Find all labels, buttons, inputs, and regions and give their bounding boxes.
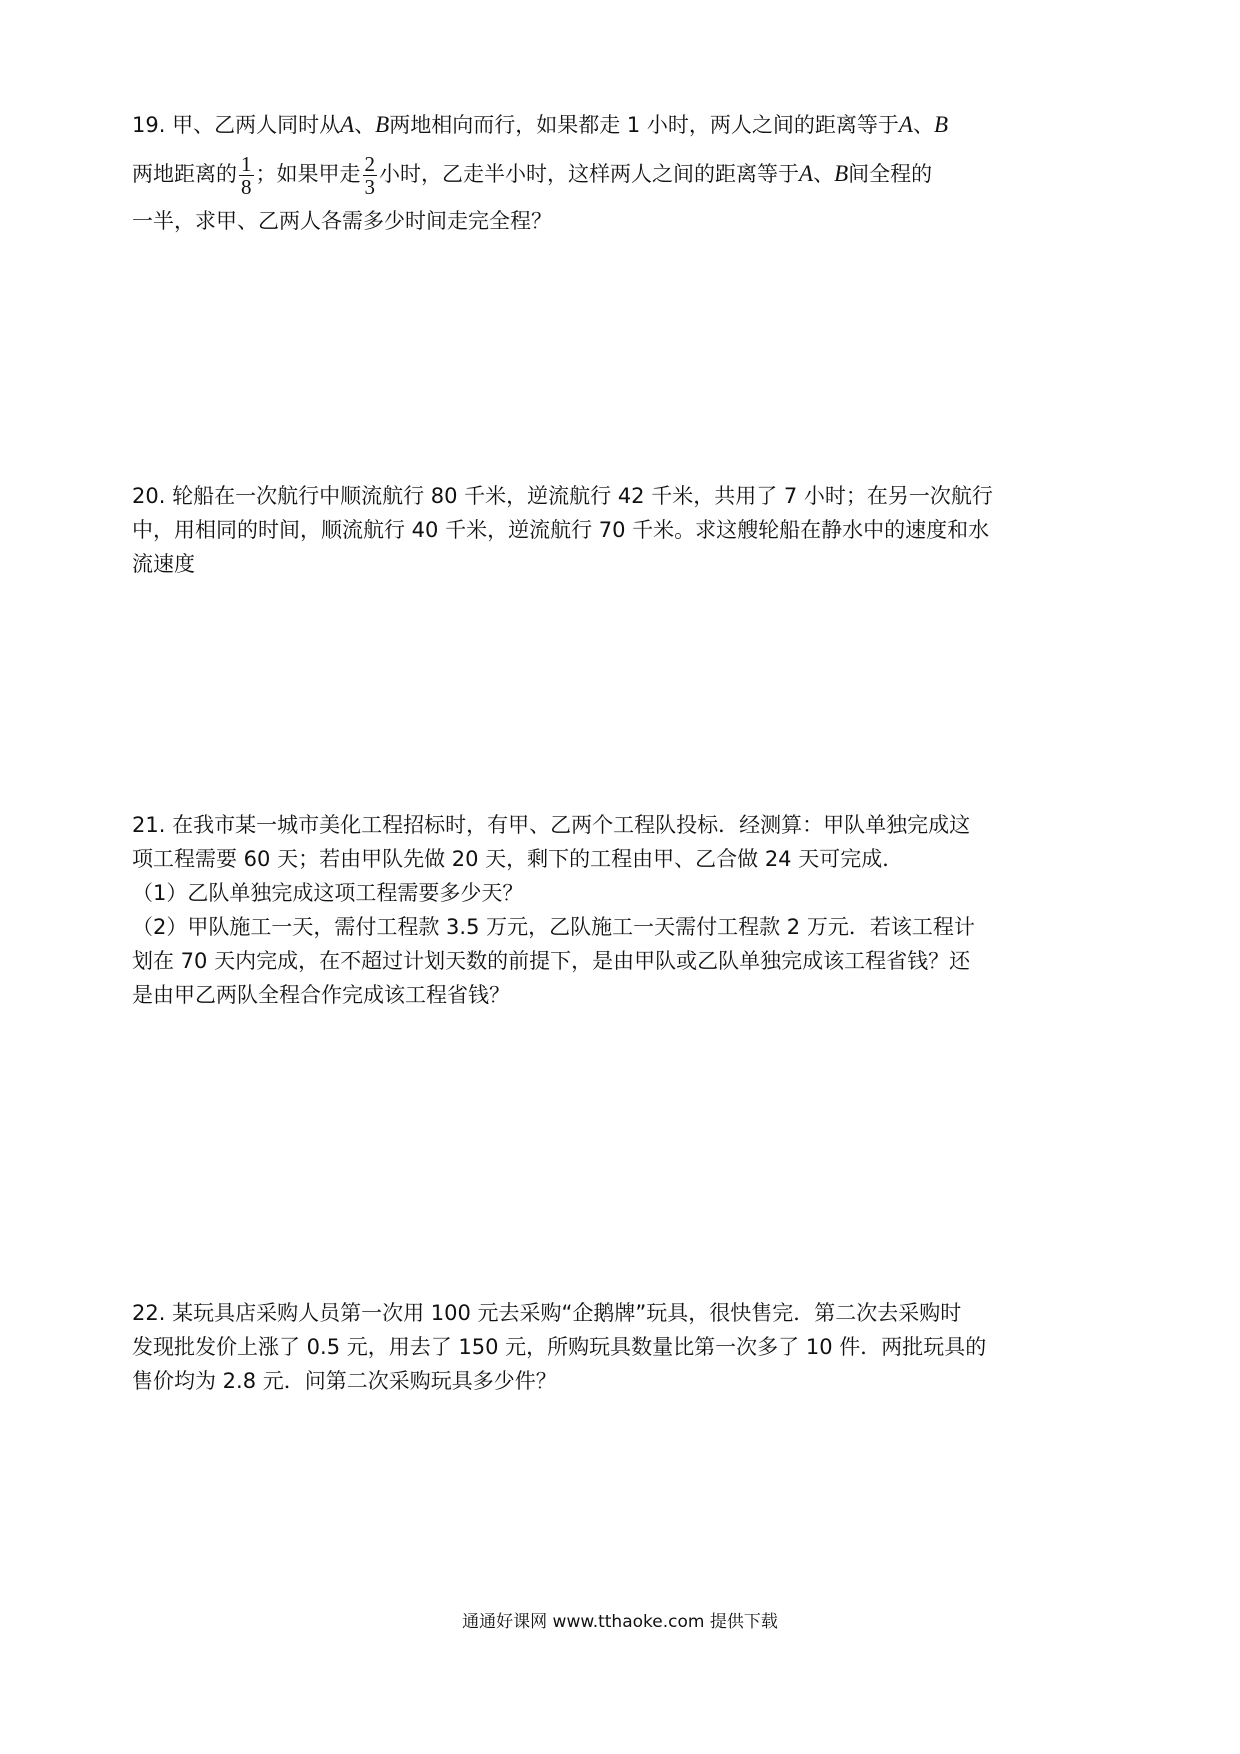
question-22	[132, 1296, 1012, 1398]
page-footer: 通通好课网 www.tthaoke.com 提供下载	[462, 1612, 778, 1632]
fraction-two-thirds: $\frac{2}{3}$	[364, 151, 375, 199]
question-19	[132, 108, 1012, 238]
q21-sub-question-2-line-2: 划在 70 天内完成，在不超过计划天数的前提下，是由甲队或乙队单独完成该工程省钱？还	[132, 949, 971, 973]
q21-sub-question-2-line-3: 是由甲乙两队全程合作完成该工程省钱？	[132, 983, 510, 1007]
question-20	[132, 479, 1012, 581]
question-21	[132, 808, 1012, 1012]
q19-line-3: 一半，求甲、乙两人各需多少时间走完全程？	[132, 209, 552, 233]
q22-line-2: 发现批发价上涨了 0.5 元，用去了 150 元，所购玩具数量比第一次多了 10 件．两批玩具的	[132, 1335, 987, 1359]
q21-sub-question-2-line-1: （2）甲队施工一天，需付工程款 3.5 万元，乙队施工一天需付工程款 2 万元．若该工程计	[132, 915, 975, 939]
q20-line-1: 20. 轮船在一次航行中顺流航行 80 千米，逆流航行 42 千米，共用了 7 小时；在另一次航行	[132, 484, 993, 508]
q21-line-2: 项工程需要 60 天；若由甲队先做 20 天，剩下的工程由甲、乙合做 24 天可完成．	[132, 847, 904, 871]
q20-line-3: 流速度	[132, 552, 195, 576]
q20-line-2: 中，用相同的时间，顺流航行 40 千米，逆流航行 70 千米。求这艘轮船在静水中的速度和水	[132, 518, 990, 542]
fraction-one-eighth: $\frac{1}{8}$	[241, 151, 252, 199]
q21-sub-question-1: （1）乙队单独完成这项工程需要多少天？	[132, 881, 524, 905]
q19-line-1: 19. 甲、乙两人同时从A、B两地相向而行，如果都走 1 小时，两人之间的距离等于A、B	[132, 112, 949, 137]
q21-line-1: 21. 在我市某一城市美化工程招标时，有甲、乙两个工程队投标．经测算：甲队单独完成这	[132, 813, 971, 837]
q22-line-3: 售价均为 2.8 元．问第二次采购玩具多少件？	[132, 1369, 557, 1393]
q19-line-2: 两地距离的 $\frac{1}{8}$ ；如果甲走 $\frac{2}{3}$ 小时，乙走半小时，这样两人之间的距离等于A、B间全程的	[132, 151, 933, 199]
q22-line-1: 22. 某玩具店采购人员第一次用 100 元去采购“企鹅牌”玩具，很快售完．第二次去采购时	[132, 1301, 962, 1325]
